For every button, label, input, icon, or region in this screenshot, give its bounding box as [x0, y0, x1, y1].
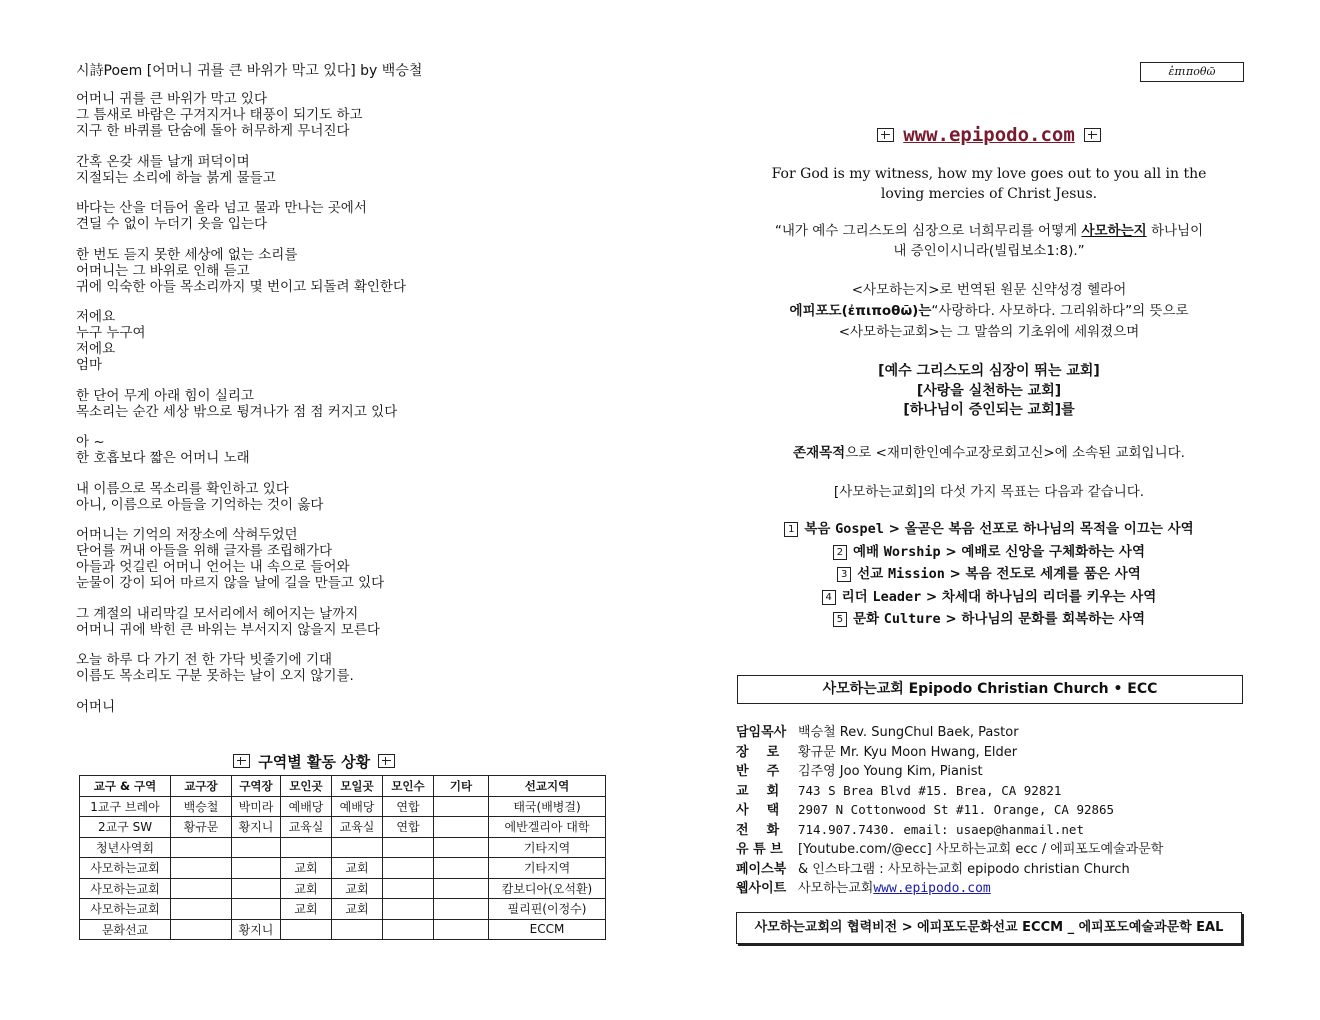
poem-line: 그 계절의 내리막길 모서리에서 헤어지는 날까지 [76, 605, 359, 622]
activity-table [79, 775, 606, 940]
table-cell [383, 899, 434, 920]
activity-title-text: 구역별 활동 상황 [258, 753, 371, 771]
info-value: 황규문 Mr. Kyu Moon Hwang, Elder [798, 744, 1018, 760]
goal-item [736, 541, 1242, 564]
poem-stanza [76, 388, 596, 420]
intro-bold: 에피포도(ἐπιποθῶ)는 [789, 303, 932, 319]
table-cell: 예배당 [281, 796, 332, 817]
poem-line: 저에요 [76, 341, 116, 357]
table-cell: 교회 [332, 878, 383, 899]
intro-text: “사랑하다. 사모하다. 그리워하다”의 뜻으로 [931, 303, 1189, 319]
table-cell: 교육실 [332, 817, 383, 838]
table-header-cell: 구역장 [232, 776, 281, 797]
table-cell [383, 858, 434, 879]
info-value: 백승철 Rev. SungChul Baek, Pastor [798, 725, 1019, 740]
info-label: 교 회 [736, 783, 780, 799]
goal-num: 4 [822, 590, 836, 605]
goal-ko: 복음 [804, 521, 831, 537]
poem-line: 한 번도 듣지 못한 세상에 없는 소리를 [76, 246, 298, 263]
goal-en: Gospel [835, 521, 884, 537]
table-cell: 황지니 [232, 919, 281, 940]
table-cell: 교회 [281, 858, 332, 879]
intro-line [736, 301, 1242, 322]
table-cell [434, 919, 489, 940]
table-cell [171, 919, 232, 940]
info-label: 웹사이트 [736, 881, 787, 896]
poem-line: 내 이름으로 목소리를 확인하고 있다 [76, 480, 289, 497]
poem-title: 시詩Poem [어머니 귀를 큰 바위가 막고 있다] by 백승철 [76, 63, 423, 79]
table-cell: 황규문 [171, 817, 232, 838]
info-row [736, 838, 1163, 858]
info-value: 김주영 Joo Young Kim, Pianist [798, 764, 983, 779]
table-cell: ECCM [489, 919, 606, 940]
table-cell: 캄보디아(오석환) [489, 878, 606, 899]
table-row [80, 919, 606, 940]
table-cell: 교회 [281, 878, 332, 899]
table-cell [171, 878, 232, 899]
info-row [736, 858, 1163, 878]
poem-line: 한 단어 무게 아래 힘이 실리고 [76, 387, 254, 404]
table-cell [434, 837, 489, 858]
goal-en: Culture [883, 611, 941, 627]
table-row [80, 878, 606, 899]
goal-en: Mission [887, 566, 945, 582]
poem-line: 눈물이 강이 되어 마르지 않을 날에 길을 만들고 있다 [76, 575, 385, 591]
info-row [736, 799, 1163, 819]
table-cell: 연합 [383, 817, 434, 838]
info-label: 사 택 [736, 803, 780, 818]
table-cell [332, 919, 383, 940]
table-cell: 사모하는교회 [80, 858, 171, 879]
table-cell: 교육실 [281, 817, 332, 838]
info-value: 2907 N Cottonwood St #11. Orange, CA 92865 [798, 802, 1115, 817]
info-label: 유 튜 브 [736, 842, 783, 857]
table-row [80, 796, 606, 817]
poem-line: 어머니 귀를 큰 바위가 막고 있다 [76, 91, 267, 107]
table-cell [232, 878, 281, 899]
verse-english [736, 164, 1242, 204]
poem-line: 이름도 목소리도 구분 못하는 날이 오지 않기를. [76, 668, 354, 684]
verse-korean-line: 내 증인이시니라(빌립보소1:8).” [893, 243, 1085, 259]
table-cell [434, 817, 489, 838]
goal-num: 2 [833, 545, 847, 560]
poem-stanza [76, 652, 596, 684]
poem-line: 아니, 이름으로 아들을 기억하는 것이 옳다 [76, 496, 324, 513]
goal-ko: 문화 [852, 611, 880, 627]
poem-line: 아들과 엇길린 어머니 언어는 내 속으로 들어와 [76, 559, 350, 575]
poem-line: 엄마 [76, 357, 103, 373]
poem-line: 어머니 귀에 박힌 큰 바위는 부서지지 않을지 모른다 [76, 621, 380, 638]
table-cell: 2교구 SW [80, 817, 171, 838]
goal-num: 1 [784, 522, 798, 537]
goal-desc: > 예배로 신앙을 구체화하는 사역 [945, 543, 1146, 560]
verse-korean-text: “내가 예수 그리스도의 심장으로 너희무리를 어떻게 [774, 223, 1082, 239]
table-cell: 청년사역회 [80, 837, 171, 858]
poem-line: 견딜 수 없이 누더기 옷을 입는다 [76, 216, 267, 232]
table-header-cell: 모인수 [383, 776, 434, 797]
table-cell [171, 899, 232, 920]
info-value: & 인스타그램 : 사모하는교회 epipodo christian Church [798, 861, 1130, 877]
motto-line: [사랑을 실천하는 교회] [916, 382, 1062, 399]
info-value: 714.907.7430. email: usaep@hanmail.net [798, 821, 1084, 837]
verse-korean [736, 221, 1242, 261]
motto-line: [예수 그리스도의 심장이 뛰는 교회] [878, 363, 1100, 379]
poem-stanza [76, 309, 596, 373]
motto-line: [하나님이 증인되는 교회]를 [903, 402, 1075, 418]
table-cell: 박미라 [232, 796, 281, 817]
goal-desc: > 차세대 하나님의 리더를 키우는 사역 [925, 588, 1157, 605]
table-cell: 교회 [332, 899, 383, 920]
info-value: 743 S Brea Blvd #15. Brea, CA 92821 [798, 782, 1062, 798]
verse-english-line: For God is my witness, how my love goes out to you all in the [771, 166, 1207, 182]
info-row-website [736, 877, 1163, 897]
goals-list [736, 518, 1242, 631]
goal-num: 3 [837, 567, 851, 582]
poem-stanza [76, 434, 596, 466]
website-link[interactable]: www.epipodo.com [903, 124, 1075, 146]
goal-ko: 선교 [857, 566, 884, 582]
poem-stanza [76, 154, 596, 186]
poem-line: 어머니 [76, 698, 116, 715]
info-label: 반 주 [736, 764, 780, 779]
goal-item [736, 586, 1242, 609]
poem-stanza [76, 527, 596, 591]
table-header-row [80, 776, 606, 797]
poem-line: 지절되는 소리에 하늘 붉게 물들고 [76, 169, 276, 186]
poem-stanza [76, 481, 596, 513]
poem-body [76, 91, 596, 729]
table-cell: 예배당 [332, 796, 383, 817]
poem-stanza [76, 699, 596, 715]
table-cell [281, 837, 332, 858]
table-cell: 백승철 [171, 796, 232, 817]
table-header-cell: 모일곳 [332, 776, 383, 797]
verse-keyword: 사모하는지 [1081, 223, 1147, 239]
table-row [80, 899, 606, 920]
church-name-box: 사모하는교회 Epipodo Christian Church • ECC [737, 675, 1243, 704]
table-cell: 기타지역 [489, 837, 606, 858]
info-row [736, 760, 1163, 780]
info-label: 담임목사 [736, 725, 787, 740]
poem-line: 어머니는 기억의 저장소에 삭혀두었던 [76, 527, 298, 543]
verse-korean-line [736, 221, 1242, 241]
table-cell: 교회 [332, 858, 383, 879]
table-cell: 사모하는교회 [80, 899, 171, 920]
goal-ko: 리더 [841, 588, 868, 605]
goal-desc: > 하나님의 문화를 회복하는 사역 [945, 611, 1146, 627]
table-cell [434, 796, 489, 817]
info-label: 장 로 [736, 744, 780, 760]
table-cell: 태국(배병걸) [489, 796, 606, 817]
info-row [736, 721, 1163, 741]
table-cell [281, 919, 332, 940]
poem-line: 어머니는 그 바위로 인해 듣고 [76, 262, 250, 279]
table-cell: 연합 [383, 796, 434, 817]
website-footer-link[interactable]: www.epipodo.com [873, 881, 991, 896]
goal-item [736, 518, 1242, 541]
goal-desc: > 복음 전도로 세계를 품은 사역 [949, 566, 1141, 582]
info-value: 사모하는교회 [798, 881, 874, 896]
poem-line: 바다는 산을 더듬어 올라 넘고 물과 만나는 곳에서 [76, 200, 367, 216]
table-header-cell: 교구장 [171, 776, 232, 797]
table-cell: 사모하는교회 [80, 878, 171, 899]
poem-line: 저에요 [76, 309, 116, 325]
greek-word-box: ἐπιποθῶ [1140, 62, 1244, 82]
poem-line: 오늘 하루 다 가기 전 한 가닥 빗줄기에 기대 [76, 652, 333, 668]
cross-box-icon [877, 128, 894, 142]
vision-box: 사모하는교회의 협력비전 > 에피포도문화선교 ECCM _ 에피포도예술과문학 EAL [736, 912, 1242, 944]
church-intro [736, 280, 1242, 343]
goal-desc: > 올곧은 복음 선포로 하나님의 목적을 이끄는 사역 [888, 521, 1194, 537]
verse-korean-text: 하나님이 [1146, 223, 1204, 239]
poem-line: 단어를 꺼내 아들을 위해 글자를 조립해가다 [76, 543, 333, 559]
poem-line: 지구 한 바퀴를 단숨에 돌아 허무하게 무너진다 [76, 123, 350, 139]
goal-item [736, 608, 1242, 631]
poem-line: 간혹 온갖 새들 날개 퍼덕이며 [76, 153, 250, 170]
table-row [80, 817, 606, 838]
goal-en: Leader [872, 588, 922, 605]
intro-line: <사모하는교회>는 그 말씀의 기초위에 세워졌으며 [838, 324, 1140, 340]
table-header-cell: 교구 & 구역 [80, 776, 171, 797]
table-cell [434, 858, 489, 879]
info-label: 전 화 [736, 822, 780, 838]
goal-en: Worship [883, 543, 941, 560]
poem-line: 아 ~ [76, 434, 105, 450]
table-cell [383, 919, 434, 940]
info-label: 페이스북 [736, 861, 787, 877]
church-mottos [736, 362, 1242, 421]
table-cell [232, 899, 281, 920]
cross-box-icon [378, 754, 395, 768]
goal-item [736, 563, 1242, 586]
table-cell: 기타지역 [489, 858, 606, 879]
activity-table-title [230, 751, 398, 772]
poem-line: 귀에 익숙한 아들 목소리까지 몇 번이고 되돌려 확인한다 [76, 278, 406, 295]
table-cell [171, 837, 232, 858]
table-header-cell: 모인곳 [281, 776, 332, 797]
purpose-bold: 존재목적 [793, 445, 846, 461]
table-cell: 필리핀(이정수) [489, 899, 606, 920]
church-purpose [736, 441, 1242, 461]
table-cell [232, 837, 281, 858]
info-row [736, 819, 1163, 839]
table-cell [434, 899, 489, 920]
table-row [80, 837, 606, 858]
website-header [736, 124, 1242, 146]
poem-line: 한 호흡보다 짧은 어머니 노래 [76, 450, 250, 466]
table-cell: 1교구 브레아 [80, 796, 171, 817]
info-value: [Youtube.com/@ecc] 사모하는교회 ecc / 에피포도예술과문학 [798, 842, 1164, 857]
purpose-text: 으로 <재미한인예수교장로회고신>에 소속된 교회입니다. [845, 445, 1185, 461]
cross-box-icon [1084, 128, 1101, 142]
cross-box-icon [233, 754, 250, 768]
church-info [736, 721, 1163, 897]
goals-intro: [사모하는교회]의 다섯 가지 목표는 다음과 같습니다. [833, 484, 1145, 500]
intro-line: <사모하는지>로 번역된 원문 신약성경 헬라어 [851, 282, 1127, 298]
table-header-cell: 선교지역 [489, 776, 606, 797]
table-cell: 교회 [281, 899, 332, 920]
info-row [736, 741, 1163, 761]
table-cell [332, 837, 383, 858]
table-cell: 황지니 [232, 817, 281, 838]
info-row [736, 780, 1163, 800]
table-cell: 에반겔리아 대학 [489, 817, 606, 838]
poem-line: 그 틈새로 바람은 구겨지거나 태풍이 되기도 하고 [76, 107, 363, 123]
poem-stanza [76, 247, 596, 295]
goal-num: 5 [833, 612, 847, 627]
table-cell [383, 837, 434, 858]
verse-english-line: loving mercies of Christ Jesus. [880, 186, 1098, 202]
table-header-cell: 기타 [434, 776, 489, 797]
poem-stanza [76, 606, 596, 638]
table-cell: 문화선교 [80, 919, 171, 940]
table-cell [434, 878, 489, 899]
poem-line: 누구 누구여 [76, 325, 146, 341]
table-row [80, 858, 606, 879]
poem-stanza [76, 91, 596, 139]
poem-stanza [76, 200, 596, 232]
table-cell [383, 878, 434, 899]
table-cell [171, 858, 232, 879]
table-cell [232, 858, 281, 879]
poem-line: 목소리는 순간 세상 밖으로 튕겨나가 점 점 커지고 있다 [76, 403, 398, 420]
goal-ko: 예배 [852, 543, 880, 560]
